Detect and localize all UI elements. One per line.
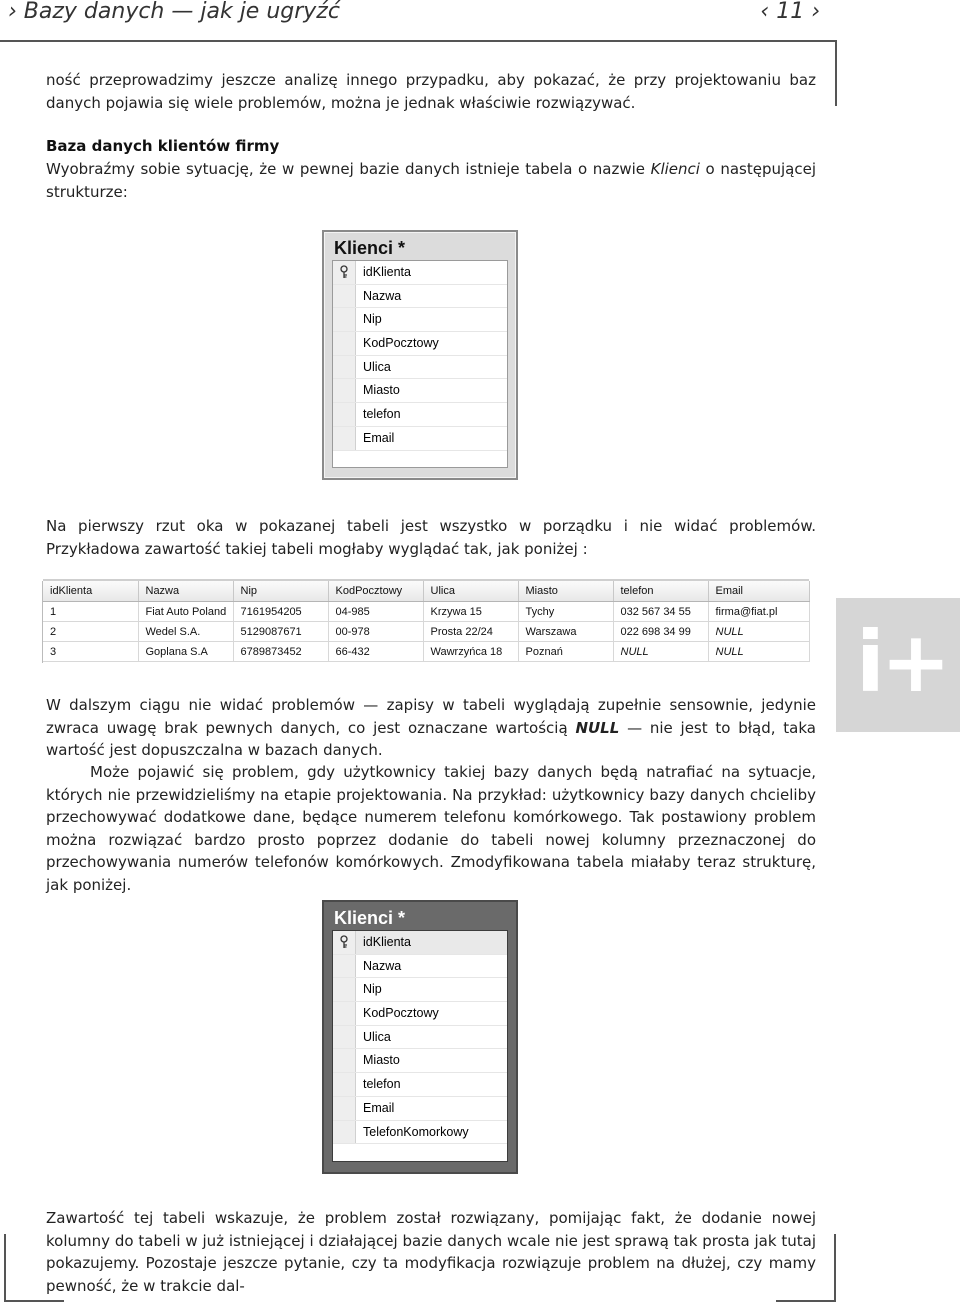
- column-row[interactable]: [333, 1097, 507, 1121]
- column-row[interactable]: [333, 931, 507, 955]
- column-row[interactable]: [333, 308, 507, 332]
- table-designer-title: Klienci *: [334, 238, 406, 258]
- row-selector[interactable]: [333, 285, 356, 308]
- corner-mark: [4, 1234, 6, 1302]
- intro-paragraph: ność przeprowadzimy jeszcze analizę innego przypadku, aby pokazać, że przy projektowaniu baz danych pojawia się wiele problemów, można je jednak właściwie rozwiązywać.: [46, 71, 816, 112]
- column-name: TelefonKomorkowy: [363, 1124, 469, 1139]
- column-list: [332, 260, 508, 468]
- sample-content-paragraph: Na pierwszy rzut oka w pokazanej tabeli jest wszystko w porządku i nie widać problemów. Przykładowa zawartość takiej tabeli mogłaby wyglądać tak, jak poniżej :: [46, 517, 816, 558]
- section-title: Baza danych klientów firmy: [46, 137, 280, 155]
- grid-column-header[interactable]: telefon: [613, 581, 708, 602]
- table-row[interactable]: [43, 622, 809, 642]
- row-selector[interactable]: [333, 403, 356, 426]
- grid-cell[interactable]: Fiat Auto Poland: [138, 602, 233, 622]
- row-selector[interactable]: [333, 379, 356, 402]
- row-selector[interactable]: [333, 1097, 356, 1120]
- column-name: Ulica: [363, 1029, 391, 1044]
- sample-data-grid: [42, 581, 809, 663]
- column-name: Nazwa: [363, 958, 402, 973]
- column-name: Ulica: [363, 359, 391, 374]
- column-row[interactable]: [333, 1002, 507, 1026]
- key-icon: [339, 265, 349, 279]
- problem-paragraph: Może pojawić się problem, gdy użytkownicy takiej bazy danych będą natrafiać na sytuacje, których nie przewidzieliśmy na etapie projektowania. Na przykład: użytkownicy bazy danych chcieliby przechowywać dodatkowe dane, będące numerem telefonu komórkowego. Tak postawiony problem można rozwiązać bardzo prosto poprzez dodanie do tabeli nowej kolumny przeznaczonej do przechowywania numerów telefonów komórkowych. Zmodyfikowana tabela miałaby teraz strukturę, jak poniżej.: [46, 763, 816, 894]
- table-designer-klienci-modified: [322, 900, 518, 1174]
- grid-column-header[interactable]: Nip: [233, 581, 328, 602]
- grid-header-row: [43, 581, 809, 602]
- column-row[interactable]: [333, 978, 507, 1002]
- grid-cell[interactable]: 022 698 34 99: [613, 622, 708, 642]
- column-name: telefon: [363, 407, 401, 422]
- column-name: Miasto: [363, 383, 400, 398]
- row-selector[interactable]: [333, 332, 356, 355]
- grid-cell[interactable]: NULL: [708, 622, 809, 642]
- column-list: [332, 930, 508, 1162]
- header-vertical-rule: [835, 40, 837, 106]
- row-selector[interactable]: [333, 1073, 356, 1096]
- table-row[interactable]: [43, 642, 809, 662]
- final-paragraph: Zawartość tej tabeli wskazuje, że problem został rozwiązany, pomijając fakt, że dodanie nowej kolumny do tabeli w już istniejącej i działającej bazie danych wcale nie jest sprawą tak prosta jak tutaj pokazujemy. Pozostaje jeszcze pytanie, czy ta modyfikacja rozwiązuje problem na dłużej, czy mamy pewność, że w trakcie dal-: [46, 1209, 816, 1295]
- grid-cell[interactable]: 032 567 34 55: [613, 602, 708, 622]
- grid-cell[interactable]: firma@fiat.pl: [708, 602, 809, 622]
- grid-cell[interactable]: 6789873452: [233, 642, 328, 662]
- grid-cell[interactable]: NULL: [708, 642, 809, 662]
- grid-cell[interactable]: Prosta 22/24: [423, 622, 518, 642]
- i-plus-logo: i+: [856, 613, 948, 711]
- column-row[interactable]: [333, 261, 507, 285]
- grid-cell[interactable]: NULL: [613, 642, 708, 662]
- section-paragraph: Wyobraźmy sobie sytuację, że w pewnej bazie danych istnieje tabela o nazwie Klienci o następującej strukturze:: [46, 160, 816, 201]
- column-row[interactable]: [333, 1073, 507, 1097]
- grid-column-header[interactable]: Email: [708, 581, 809, 602]
- grid-column-header[interactable]: Miasto: [518, 581, 613, 602]
- table-name-emphasis: Klienci: [650, 160, 700, 178]
- row-selector[interactable]: [333, 1002, 356, 1025]
- grid-cell[interactable]: Tychy: [518, 602, 613, 622]
- header-rule: [0, 40, 836, 42]
- key-icon: [339, 935, 349, 949]
- table-designer-title: Klienci *: [334, 908, 406, 928]
- column-name: Nazwa: [363, 288, 402, 303]
- corner-mark: [834, 1234, 836, 1302]
- grid-cell[interactable]: 5129087671: [233, 622, 328, 642]
- column-name: KodPocztowy: [363, 1006, 439, 1021]
- grid-cell[interactable]: 04-985: [328, 602, 423, 622]
- table-designer-klienci: [322, 230, 518, 480]
- grid-cell[interactable]: 1: [43, 602, 138, 622]
- row-selector[interactable]: [333, 1049, 356, 1072]
- grid-cell[interactable]: 66-432: [328, 642, 423, 662]
- row-selector[interactable]: [333, 427, 356, 450]
- column-name: telefon: [363, 1077, 401, 1092]
- grid-cell[interactable]: Wawrzyńca 18: [423, 642, 518, 662]
- column-name: idKlienta: [363, 935, 411, 949]
- column-row[interactable]: [333, 1121, 507, 1145]
- grid-cell[interactable]: Krzywa 15: [423, 602, 518, 622]
- grid-cell[interactable]: Wedel S.A.: [138, 622, 233, 642]
- column-row[interactable]: [333, 427, 507, 451]
- grid-cell[interactable]: 7161954205: [233, 602, 328, 622]
- grid-cell[interactable]: 3: [43, 642, 138, 662]
- grid-cell[interactable]: Poznań: [518, 642, 613, 662]
- column-row[interactable]: [333, 1026, 507, 1050]
- column-name: Nip: [363, 982, 382, 997]
- grid-column-header[interactable]: KodPocztowy: [328, 581, 423, 602]
- row-selector[interactable]: [333, 955, 356, 978]
- column-name: idKlienta: [363, 265, 411, 279]
- column-name: KodPocztowy: [363, 336, 439, 351]
- column-row[interactable]: [333, 1049, 507, 1073]
- running-header-title: › Bazy danych — jak je ugryźć: [8, 0, 340, 24]
- grid-cell[interactable]: 00-978: [328, 622, 423, 642]
- row-selector[interactable]: [333, 356, 356, 379]
- column-row[interactable]: [333, 332, 507, 356]
- grid-column-header[interactable]: idKlienta: [43, 581, 138, 602]
- null-emphasis: NULL: [575, 718, 620, 737]
- column-name: Miasto: [363, 1053, 400, 1068]
- page-number: ‹ 11 ›: [760, 0, 820, 24]
- column-name: Email: [363, 1100, 395, 1115]
- table-row[interactable]: [43, 602, 809, 622]
- column-row[interactable]: [333, 403, 507, 427]
- column-name: Nip: [363, 312, 382, 327]
- column-row[interactable]: [333, 356, 507, 380]
- grid-cell[interactable]: Warszawa: [518, 622, 613, 642]
- column-name: Email: [363, 430, 395, 445]
- row-selector[interactable]: [333, 308, 356, 331]
- null-paragraph: W dalszym ciągu nie widać problemów — zapisy w tabeli wyglądają zupełnie sensownie, jedynie zwraca uwagę brak pewnych danych, co jest oznaczane wartością NULL — nie jest to błąd, taka wartość jest dopuszczalna w bazach danych.: [46, 696, 816, 759]
- column-row[interactable]: [333, 955, 507, 979]
- grid-column-header[interactable]: Nazwa: [138, 581, 233, 602]
- side-tab: [836, 598, 960, 732]
- column-row[interactable]: [333, 379, 507, 403]
- grid-column-header[interactable]: Ulica: [423, 581, 518, 602]
- grid-cell[interactable]: 2: [43, 622, 138, 642]
- grid-cell[interactable]: Goplana S.A: [138, 642, 233, 662]
- row-selector[interactable]: [333, 1121, 356, 1144]
- row-selector[interactable]: [333, 1026, 356, 1049]
- column-row[interactable]: [333, 285, 507, 309]
- row-selector[interactable]: [333, 978, 356, 1001]
